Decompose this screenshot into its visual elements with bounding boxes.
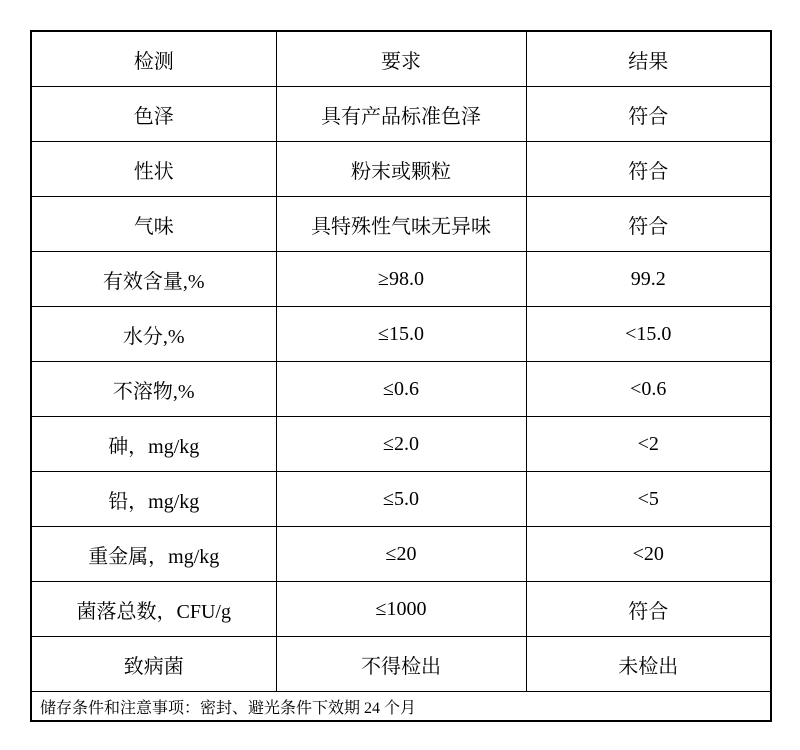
table-row (31, 582, 771, 637)
cell-result: <0.6 (526, 362, 771, 417)
cell-requirement: 具有产品标准色泽 (276, 87, 526, 142)
table-row (31, 87, 771, 142)
cell-test: 有效含量,% (31, 252, 276, 307)
cell-requirement: ≤15.0 (276, 307, 526, 362)
header-result: 结果 (526, 31, 771, 87)
qc-spec-table (30, 30, 772, 722)
cell-requirement: ≤2.0 (276, 417, 526, 472)
table-row (31, 417, 771, 472)
storage-note: 储存条件和注意事项：密封、避光条件下效期 24 个月 (31, 692, 771, 722)
cell-requirement: ≤1000 (276, 582, 526, 637)
cell-test: 重金属，mg/kg (31, 527, 276, 582)
cell-result: 99.2 (526, 252, 771, 307)
cell-result: 符合 (526, 197, 771, 252)
table-row (31, 252, 771, 307)
table-row (31, 472, 771, 527)
header-requirement: 要求 (276, 31, 526, 87)
header-test: 检测 (31, 31, 276, 87)
cell-test: 砷，mg/kg (31, 417, 276, 472)
table-row (31, 362, 771, 417)
table-row (31, 527, 771, 582)
cell-result: 符合 (526, 87, 771, 142)
cell-requirement: ≥98.0 (276, 252, 526, 307)
cell-result: <20 (526, 527, 771, 582)
cell-test: 性状 (31, 142, 276, 197)
cell-result: 符合 (526, 582, 771, 637)
table-row (31, 197, 771, 252)
cell-requirement: ≤20 (276, 527, 526, 582)
cell-test: 菌落总数，CFU/g (31, 582, 276, 637)
table-header-row (31, 31, 771, 87)
table-row (31, 307, 771, 362)
cell-requirement: ≤0.6 (276, 362, 526, 417)
cell-test: 不溶物,% (31, 362, 276, 417)
cell-result: <15.0 (526, 307, 771, 362)
cell-result: 未检出 (526, 637, 771, 692)
cell-result: 符合 (526, 142, 771, 197)
cell-requirement: 具特殊性气味无异味 (276, 197, 526, 252)
cell-requirement: 粉末或颗粒 (276, 142, 526, 197)
cell-test: 色泽 (31, 87, 276, 142)
cell-result: <2 (526, 417, 771, 472)
cell-requirement: 不得检出 (276, 637, 526, 692)
cell-test: 水分,% (31, 307, 276, 362)
cell-requirement: ≤5.0 (276, 472, 526, 527)
cell-test: 铅，mg/kg (31, 472, 276, 527)
table-row (31, 637, 771, 692)
cell-test: 气味 (31, 197, 276, 252)
table-row (31, 142, 771, 197)
cell-result: <5 (526, 472, 771, 527)
table-footer-row (31, 692, 771, 722)
cell-test: 致病菌 (31, 637, 276, 692)
